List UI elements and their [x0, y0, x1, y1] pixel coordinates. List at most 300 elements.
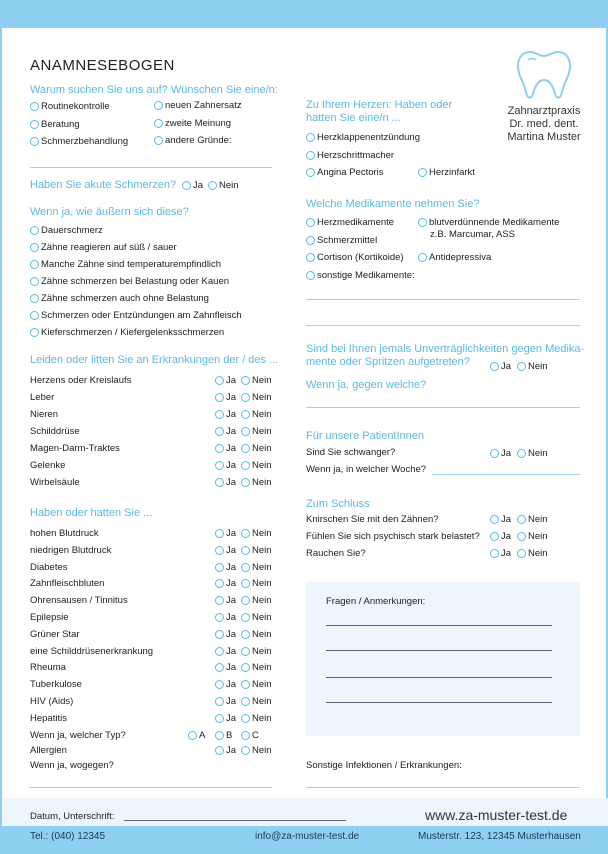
radio-icon[interactable] — [241, 427, 250, 436]
radio-icon[interactable] — [215, 478, 224, 487]
disease-item-label: Wirbelsäule — [30, 477, 80, 488]
disease-ja[interactable] — [215, 460, 236, 471]
disease-item-label: Schilddrüse — [30, 426, 80, 437]
notes-line-1[interactable] — [326, 625, 552, 626]
option-label: Ja — [226, 392, 237, 403]
option-label: Angina Pectoris — [317, 167, 384, 178]
condition-nein[interactable] — [241, 528, 272, 539]
radio-icon[interactable] — [241, 444, 250, 453]
hepatitis-a[interactable] — [188, 730, 205, 741]
option-label: Herzschrittmacher — [317, 150, 395, 161]
condition-ja[interactable] — [215, 562, 236, 573]
allergy-label: Allergien — [30, 745, 67, 756]
intolerance-ja[interactable] — [490, 361, 511, 372]
radio-icon[interactable] — [490, 362, 499, 371]
pregnancy-week-label: Wenn ja, in welcher Woche? — [306, 464, 427, 475]
condition-ja[interactable] — [215, 545, 236, 556]
condition-nein[interactable] — [241, 679, 272, 690]
question-heart — [306, 99, 452, 125]
radio-icon[interactable] — [215, 697, 224, 706]
question-heart-line2: hatten Sie eine/n ... — [306, 112, 401, 124]
radio-icon[interactable] — [490, 449, 499, 458]
option-label: Ja — [226, 443, 237, 454]
acute-pain-ja[interactable] — [182, 180, 203, 191]
disease-nein[interactable] — [241, 477, 272, 488]
pregnant-ja[interactable] — [490, 448, 511, 459]
radio-icon[interactable] — [517, 362, 526, 371]
option-label: A — [199, 730, 206, 741]
pain-type-option[interactable] — [30, 225, 103, 236]
radio-icon[interactable] — [30, 277, 39, 286]
radio-icon[interactable] — [215, 546, 224, 555]
footer-phone: Tel.: (040) 12345 — [30, 831, 106, 842]
radio-icon[interactable] — [182, 181, 191, 190]
notes-line-4[interactable] — [326, 702, 552, 703]
condition-nein[interactable] — [241, 629, 272, 640]
option-zweite-meinung[interactable] — [154, 118, 231, 129]
option-label: Ja — [501, 448, 512, 459]
condition-item-label: niedrigen Blutdruck — [30, 544, 112, 556]
infections-label: Sonstige Infektionen / Erkrankungen: — [306, 760, 462, 771]
condition-item-label: Grüner Star — [30, 628, 80, 640]
final-ja[interactable] — [490, 514, 511, 525]
pain-type-option[interactable] — [30, 276, 229, 287]
radio-icon[interactable] — [241, 563, 250, 572]
radio-icon[interactable] — [418, 253, 427, 262]
question-acute-pain: Haben Sie akute Schmerzen? — [30, 179, 177, 191]
option-label: Cortison (Kortikoide) — [317, 252, 404, 263]
radio-icon[interactable] — [215, 680, 224, 689]
option-label: Herzmedikamente — [317, 217, 395, 228]
question-heart-line1: Zu Ihrem Herzen: Haben oder — [306, 99, 453, 111]
option-label: Nein — [252, 460, 272, 471]
intolerance-which-line[interactable] — [306, 407, 580, 408]
condition-ja[interactable] — [215, 528, 236, 539]
final-question-label: Rauchen Sie? — [306, 548, 366, 559]
option-label: Nein — [252, 745, 272, 756]
disease-nein[interactable] — [241, 375, 272, 386]
condition-nein[interactable] — [241, 713, 272, 724]
option-label: Nein — [252, 595, 272, 607]
option-label: Ja — [226, 578, 237, 590]
radio-icon[interactable] — [241, 663, 250, 672]
final-ja[interactable] — [490, 548, 511, 559]
radio-icon[interactable] — [306, 218, 315, 227]
radio-icon[interactable] — [30, 226, 39, 235]
signature-line[interactable] — [124, 820, 346, 821]
condition-nein[interactable] — [241, 612, 272, 623]
question-diseases: Leiden oder litten Sie an Erkrankungen der / des ... — [30, 354, 279, 366]
disease-nein[interactable] — [241, 392, 272, 403]
option-label: Schmerzen oder Entzündungen am Zahnfleisch — [41, 310, 242, 321]
option-label: Nein — [252, 392, 272, 403]
radio-icon[interactable] — [215, 563, 224, 572]
med-antidepressiva[interactable] — [418, 252, 491, 263]
disease-ja[interactable] — [215, 375, 236, 386]
condition-item-label: Rheuma — [30, 662, 66, 674]
condition-ja[interactable] — [215, 629, 236, 640]
medication-line-1[interactable] — [306, 299, 580, 300]
option-label: Nein — [252, 696, 272, 707]
pain-type-option[interactable] — [30, 293, 209, 304]
section-patients: Für unsere PatientInnen — [306, 430, 425, 442]
notes-box[interactable] — [306, 582, 580, 736]
signature-band — [2, 798, 608, 826]
acute-pain-nein[interactable] — [208, 180, 239, 191]
radio-icon[interactable] — [306, 253, 315, 262]
divider — [30, 167, 272, 168]
disease-ja[interactable] — [215, 443, 236, 454]
radio-icon[interactable] — [241, 680, 250, 689]
option-label: zweite Meinung — [165, 118, 232, 129]
condition-item-label: HIV (Aids) — [30, 696, 74, 707]
allergy-which-line[interactable] — [30, 787, 272, 788]
option-routinekontrolle[interactable] — [30, 101, 110, 112]
question-reason: Warum suchen Sie uns auf? Wünschen Sie eine/n: — [30, 84, 278, 96]
option-beratung[interactable] — [30, 119, 80, 130]
disease-nein[interactable] — [241, 460, 272, 471]
option-label: Ja — [226, 612, 237, 623]
radio-icon[interactable] — [215, 647, 224, 656]
radio-icon[interactable] — [215, 746, 224, 755]
condition-item-label: Epilepsie — [30, 612, 69, 623]
radio-icon[interactable] — [306, 133, 315, 142]
condition-nein[interactable] — [241, 578, 272, 589]
option-label: Nein — [252, 409, 272, 420]
notes-line-3[interactable] — [326, 677, 552, 678]
option-label: Zähne reagieren auf süß / sauer — [41, 242, 177, 253]
top-bar — [2, 2, 608, 28]
disease-ja[interactable] — [215, 426, 236, 437]
option-label: Nein — [528, 514, 548, 525]
condition-nein[interactable] — [241, 545, 272, 556]
tooth-icon — [516, 48, 572, 102]
heart-herzschrittmacher[interactable] — [306, 150, 394, 161]
radio-icon[interactable] — [188, 731, 197, 740]
radio-icon[interactable] — [241, 529, 250, 538]
option-label: Ja — [226, 528, 237, 539]
condition-item-label: hohen Blutdruck — [30, 528, 99, 539]
option-label: andere Gründe: — [165, 135, 232, 146]
option-label: Ja — [226, 712, 237, 724]
option-label: Herzinfarkt — [429, 167, 475, 178]
radio-icon[interactable] — [215, 393, 224, 402]
radio-icon[interactable] — [30, 311, 39, 320]
medication-line-2[interactable] — [306, 325, 580, 326]
heart-herzinfarkt[interactable] — [418, 167, 475, 178]
final-ja[interactable] — [490, 531, 511, 542]
option-label: sonstige Medikamente: — [317, 270, 415, 281]
radio-icon[interactable] — [241, 746, 250, 755]
radio-icon[interactable] — [215, 376, 224, 385]
disease-ja[interactable] — [215, 409, 236, 420]
radio-icon[interactable] — [215, 529, 224, 538]
pregnant-nein[interactable] — [517, 448, 548, 459]
disease-nein[interactable] — [241, 443, 272, 454]
radio-icon[interactable] — [30, 137, 39, 146]
condition-nein[interactable] — [241, 662, 272, 673]
option-label: Ja — [226, 595, 237, 607]
condition-ja[interactable] — [215, 646, 236, 657]
radio-icon[interactable] — [490, 515, 499, 524]
section-final: Zum Schluss — [306, 498, 370, 510]
disease-item-label: Magen-Darm-Traktes — [30, 443, 120, 454]
pain-type-option[interactable] — [30, 310, 242, 321]
practice-line2: Dr. med. dent. — [509, 118, 579, 130]
footer-email: info@za-muster-test.de — [255, 831, 360, 842]
option-label: Beratung — [41, 119, 80, 130]
option-andere-gruende[interactable] — [154, 135, 232, 146]
question-medications: Welche Medikamente nehmen Sie? — [306, 198, 480, 210]
med-blutverduennende-example: z.B. Marcumar, ASS — [430, 229, 515, 240]
radio-icon[interactable] — [215, 731, 224, 740]
condition-nein[interactable] — [241, 562, 272, 573]
condition-item-label: Hepatitis — [30, 712, 67, 724]
option-label: Nein — [219, 180, 239, 191]
practice-name — [498, 105, 590, 144]
option-label: Ja — [501, 548, 512, 559]
disease-ja[interactable] — [215, 392, 236, 403]
radio-icon[interactable] — [490, 549, 499, 558]
radio-icon[interactable] — [517, 549, 526, 558]
allergy-nein[interactable] — [241, 745, 272, 756]
radio-icon[interactable] — [241, 613, 250, 622]
hepatitis-b[interactable] — [215, 730, 232, 741]
infections-line[interactable] — [306, 787, 580, 788]
final-nein[interactable] — [517, 514, 548, 525]
option-label: Nein — [252, 612, 272, 623]
option-label: Nein — [252, 662, 272, 674]
allergy-ja[interactable] — [215, 745, 236, 756]
disease-item-label: Herzens oder Kreislaufs — [30, 375, 132, 386]
option-label: Schmerzbehandlung — [41, 136, 129, 147]
question-intolerance-which: Wenn ja, gegen welche? — [306, 379, 427, 391]
condition-item-label: Zahnfleischbluten — [30, 578, 105, 590]
hepatitis-type-label: Wenn ja, welcher Typ? — [30, 730, 126, 741]
option-label: Ja — [226, 662, 237, 674]
option-label: Ja — [501, 361, 512, 372]
question-intolerance-line2: mente oder Spritzen aufgetreten? — [306, 356, 470, 368]
footer-bar — [2, 826, 608, 854]
radio-icon[interactable] — [241, 410, 250, 419]
condition-item-label: Diabetes — [30, 561, 68, 573]
option-label: Ja — [226, 460, 237, 471]
allergy-which-label: Wenn ja, wogegen? — [30, 760, 114, 771]
option-label: Kieferschmerzen / Kiefergelenksschmerzen — [41, 327, 225, 338]
condition-ja[interactable] — [215, 713, 236, 724]
option-label: Ja — [226, 628, 237, 640]
radio-icon[interactable] — [215, 596, 224, 605]
condition-ja[interactable] — [215, 679, 236, 690]
option-label: Nein — [252, 679, 272, 691]
med-herzmedikamente[interactable] — [306, 217, 394, 228]
option-label: C — [252, 730, 259, 741]
practice-line3: Martina Muster — [507, 131, 581, 143]
med-cortison[interactable] — [306, 252, 404, 263]
radio-icon[interactable] — [517, 449, 526, 458]
pain-type-option[interactable] — [30, 327, 224, 338]
radio-icon[interactable] — [241, 647, 250, 656]
disease-item-label: Leber — [30, 392, 55, 403]
option-label: Manche Zähne sind temperaturempfindlich — [41, 259, 222, 270]
option-label: Nein — [252, 628, 272, 640]
option-schmerzbehandlung[interactable] — [30, 136, 128, 147]
radio-icon[interactable] — [215, 630, 224, 639]
option-label: Nein — [252, 528, 272, 539]
practice-line1: Zahnarztpraxis — [507, 105, 581, 117]
option-label: Ja — [226, 696, 237, 707]
radio-icon[interactable] — [30, 328, 39, 337]
option-label: Ja — [226, 409, 237, 420]
option-label: Antidepressiva — [429, 252, 492, 263]
radio-icon[interactable] — [241, 393, 250, 402]
pregnancy-week-line[interactable] — [432, 474, 580, 475]
option-label: Ja — [226, 679, 237, 691]
pregnant-label: Sind Sie schwanger? — [306, 447, 396, 458]
radio-icon[interactable] — [30, 120, 39, 129]
radio-icon[interactable] — [241, 478, 250, 487]
radio-icon[interactable] — [418, 168, 427, 177]
condition-ja[interactable] — [215, 662, 236, 673]
pain-type-option[interactable] — [30, 259, 221, 270]
radio-icon[interactable] — [30, 102, 39, 111]
radio-icon[interactable] — [306, 271, 315, 280]
radio-icon[interactable] — [154, 101, 163, 110]
radio-icon[interactable] — [241, 546, 250, 555]
option-label: B — [226, 730, 233, 741]
question-intolerance-line1: Sind bei Ihnen jemals Unverträglichkeiten gegen Medika- — [306, 343, 585, 355]
radio-icon[interactable] — [154, 136, 163, 145]
option-label: Nein — [252, 578, 272, 590]
radio-icon[interactable] — [215, 714, 224, 723]
radio-icon[interactable] — [241, 714, 250, 723]
option-label: Ja — [226, 426, 237, 437]
condition-nein[interactable] — [241, 646, 272, 657]
med-blutverduennende[interactable] — [418, 217, 559, 228]
option-label: Routinekontrolle — [41, 101, 110, 112]
option-label: neuen Zahnersatz — [165, 100, 242, 111]
radio-icon[interactable] — [306, 168, 315, 177]
radio-icon[interactable] — [215, 579, 224, 588]
condition-item-label: eine Schilddrüsenerkrankung — [30, 645, 154, 657]
footer-address: Musterstr. 123, 12345 Musterhausen — [418, 831, 581, 842]
option-label: Nein — [252, 561, 272, 573]
final-question-label: Knirschen Sie mit den Zähnen? — [306, 514, 439, 525]
condition-item-label: Tuberkulose — [30, 679, 82, 691]
radio-icon[interactable] — [154, 119, 163, 128]
radio-icon[interactable] — [215, 410, 224, 419]
radio-icon[interactable] — [215, 613, 224, 622]
disease-ja[interactable] — [215, 477, 236, 488]
option-label: Zähne schmerzen bei Belastung oder Kauen — [41, 276, 230, 287]
radio-icon[interactable] — [215, 663, 224, 672]
condition-nein[interactable] — [241, 595, 272, 606]
radio-icon[interactable] — [241, 579, 250, 588]
option-label: Nein — [252, 375, 272, 386]
option-label: Nein — [528, 361, 548, 372]
heart-herzklappenentzuendung[interactable] — [306, 132, 420, 143]
med-sonstige[interactable] — [306, 270, 415, 281]
intolerance-nein[interactable] — [517, 361, 548, 372]
disease-nein[interactable] — [241, 426, 272, 437]
option-label: Schmerzmittel — [317, 235, 378, 246]
radio-icon[interactable] — [241, 731, 250, 740]
option-label: Nein — [528, 448, 548, 459]
radio-icon[interactable] — [215, 461, 224, 470]
option-label: blutverdünnende Medikamente — [429, 217, 560, 228]
radio-icon[interactable] — [241, 461, 250, 470]
radio-icon[interactable] — [241, 376, 250, 385]
website: www.za-muster-test.de — [425, 807, 568, 823]
option-neuer-zahnersatz[interactable] — [154, 100, 242, 111]
option-label: Nein — [528, 548, 548, 559]
option-label: Dauerschmerz — [41, 225, 103, 236]
radio-icon[interactable] — [215, 427, 224, 436]
option-label: Ja — [226, 561, 237, 573]
page-title: ANAMNESEBOGEN — [30, 57, 175, 74]
option-label: Nein — [528, 531, 548, 542]
option-label: Ja — [193, 180, 204, 191]
condition-item-label: Ohrensausen / Tinnitus — [30, 595, 128, 607]
hepatitis-c[interactable] — [241, 730, 259, 741]
condition-ja[interactable] — [215, 696, 236, 707]
condition-ja[interactable] — [215, 595, 236, 606]
option-label: Nein — [252, 443, 272, 454]
radio-icon[interactable] — [306, 151, 315, 160]
notes-line-2[interactable] — [326, 650, 552, 651]
radio-icon[interactable] — [306, 236, 315, 245]
med-schmerzmittel[interactable] — [306, 235, 377, 246]
pain-type-option[interactable] — [30, 242, 177, 253]
option-label: Nein — [252, 544, 272, 556]
option-label: Ja — [226, 477, 237, 488]
final-nein[interactable] — [517, 548, 548, 559]
radio-icon[interactable] — [490, 532, 499, 541]
radio-icon[interactable] — [208, 181, 217, 190]
notes-label: Fragen / Anmerkungen: — [326, 596, 426, 607]
condition-ja[interactable] — [215, 578, 236, 589]
option-label: Ja — [501, 531, 512, 542]
option-label: Nein — [252, 645, 272, 657]
condition-nein[interactable] — [241, 696, 272, 707]
disease-nein[interactable] — [241, 409, 272, 420]
radio-icon[interactable] — [215, 444, 224, 453]
radio-icon[interactable] — [418, 218, 427, 227]
radio-icon[interactable] — [517, 515, 526, 524]
radio-icon[interactable] — [30, 260, 39, 269]
question-pain-type: Wenn ja, wie äußern sich diese? — [30, 206, 189, 218]
heart-angina-pectoris[interactable] — [306, 167, 384, 178]
question-conditions: Haben oder hatten Sie ... — [30, 507, 153, 519]
disease-item-label: Gelenke — [30, 460, 66, 471]
radio-icon[interactable] — [241, 697, 250, 706]
option-label: Nein — [252, 712, 272, 724]
radio-icon[interactable] — [30, 243, 39, 252]
radio-icon[interactable] — [241, 596, 250, 605]
condition-ja[interactable] — [215, 612, 236, 623]
radio-icon[interactable] — [241, 630, 250, 639]
radio-icon[interactable] — [517, 532, 526, 541]
final-nein[interactable] — [517, 531, 548, 542]
option-label: Ja — [226, 544, 237, 556]
option-label: Ja — [226, 375, 237, 386]
option-label: Herzklappenentzündung — [317, 132, 420, 143]
signature-label: Datum, Unterschrift: — [30, 811, 115, 822]
option-label: Nein — [252, 477, 272, 488]
option-label: Nein — [252, 426, 272, 437]
radio-icon[interactable] — [30, 294, 39, 303]
option-label: Ja — [501, 514, 512, 525]
